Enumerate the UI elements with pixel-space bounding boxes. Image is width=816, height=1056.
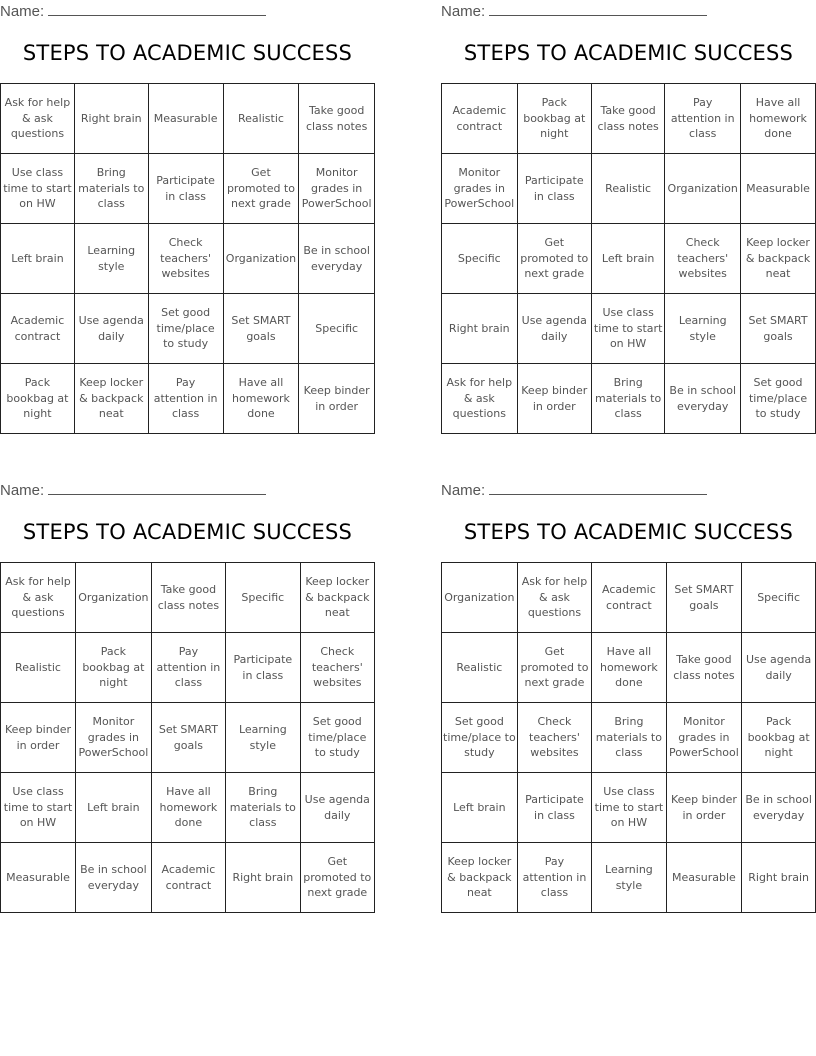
grid-cell: Use class time to start on HW xyxy=(591,294,664,364)
grid-cell: Keep binder in order xyxy=(1,703,76,773)
grid-cell: Realistic xyxy=(442,633,518,703)
grid-cell: Participate in class xyxy=(517,154,591,224)
grid-cell: Organization xyxy=(76,563,152,633)
grid-row xyxy=(1,294,375,364)
grid-cell: Realistic xyxy=(223,84,299,154)
card-title: STEPS TO ACADEMIC SUCCESS xyxy=(22,41,353,65)
grid-cell: Be in school everyday xyxy=(665,364,741,434)
grid-cell: Pay attention in class xyxy=(151,633,225,703)
grid-cell: Set SMART goals xyxy=(223,294,299,364)
grid-cell: Ask for help & ask questions xyxy=(442,364,518,434)
grid-row xyxy=(1,773,375,843)
grid-cell: Have all homework done xyxy=(741,84,816,154)
grid-cell: Keep locker & backpack neat xyxy=(442,843,518,913)
grid-cell: Bring materials to class xyxy=(74,154,148,224)
grid-cell: Measurable xyxy=(666,843,742,913)
name-field[interactable] xyxy=(0,481,266,499)
grid-cell: Academic contract xyxy=(592,563,666,633)
grid-cell: Take good class notes xyxy=(666,633,742,703)
grid-cell: Set SMART goals xyxy=(666,563,742,633)
grid-cell: Use class time to start on HW xyxy=(1,773,76,843)
grid-cell: Check teachers' websites xyxy=(148,224,223,294)
grid-row xyxy=(442,843,816,913)
grid-cell: Measurable xyxy=(741,154,816,224)
grid-cell: Monitor grades in PowerSchool xyxy=(666,703,742,773)
grid-cell: Pack bookbag at night xyxy=(517,84,591,154)
grid-cell: Specific xyxy=(442,224,518,294)
grid-cell: Measurable xyxy=(1,843,76,913)
name-label: Name: xyxy=(0,482,45,499)
grid-cell: Keep locker & backpack neat xyxy=(741,224,816,294)
grid-cell: Specific xyxy=(226,563,300,633)
grid-cell: Set good time/place to study xyxy=(300,703,374,773)
grid-cell: Learning style xyxy=(592,843,666,913)
card-title: STEPS TO ACADEMIC SUCCESS xyxy=(463,520,794,544)
grid-cell: Have all homework done xyxy=(592,633,666,703)
grid-cell: Keep locker & backpack neat xyxy=(74,364,148,434)
grid-cell: Specific xyxy=(299,294,375,364)
grid-cell: Bring materials to class xyxy=(591,364,664,434)
grid-cell: Pay attention in class xyxy=(148,364,223,434)
grid-cell: Be in school everyday xyxy=(299,224,375,294)
grid-row xyxy=(1,563,375,633)
grid-cell: Ask for help & ask questions xyxy=(517,563,591,633)
grid-cell: Have all homework done xyxy=(223,364,299,434)
grid-cell: Realistic xyxy=(1,633,76,703)
grid-cell: Set good time/place to study xyxy=(148,294,223,364)
grid-cell: Left brain xyxy=(442,773,518,843)
name-blank-line xyxy=(48,2,266,16)
grid-cell: Right brain xyxy=(742,843,816,913)
name-blank-line xyxy=(489,481,707,495)
grid-row xyxy=(442,563,816,633)
card-title: STEPS TO ACADEMIC SUCCESS xyxy=(463,41,794,65)
grid-cell: Academic contract xyxy=(442,84,518,154)
grid-cell: Right brain xyxy=(226,843,300,913)
name-blank-line xyxy=(489,2,707,16)
bingo-grid xyxy=(441,83,816,434)
grid-cell: Keep binder in order xyxy=(666,773,742,843)
grid-cell: Academic contract xyxy=(1,294,75,364)
grid-row xyxy=(442,773,816,843)
name-field[interactable] xyxy=(0,2,266,20)
name-field[interactable] xyxy=(441,2,707,20)
grid-cell: Right brain xyxy=(442,294,518,364)
bingo-grid xyxy=(0,562,375,913)
grid-cell: Check teachers' websites xyxy=(665,224,741,294)
grid-cell: Use class time to start on HW xyxy=(592,773,666,843)
grid-cell: Take good class notes xyxy=(151,563,225,633)
grid-cell: Left brain xyxy=(76,773,152,843)
bingo-grid xyxy=(441,562,816,913)
grid-cell: Use agenda daily xyxy=(74,294,148,364)
name-blank-line xyxy=(48,481,266,495)
grid-cell: Set good time/place to study xyxy=(741,364,816,434)
bingo-grid xyxy=(0,83,375,434)
grid-cell: Be in school everyday xyxy=(742,773,816,843)
grid-row xyxy=(442,154,816,224)
grid-cell: Get promoted to next grade xyxy=(517,224,591,294)
name-label: Name: xyxy=(441,482,486,499)
grid-cell: Participate in class xyxy=(148,154,223,224)
grid-row xyxy=(1,224,375,294)
grid-cell: Check teachers' websites xyxy=(517,703,591,773)
grid-cell: Organization xyxy=(223,224,299,294)
grid-cell: Monitor grades in PowerSchool xyxy=(76,703,152,773)
grid-cell: Realistic xyxy=(591,154,664,224)
grid-row xyxy=(1,633,375,703)
grid-row xyxy=(1,843,375,913)
grid-row xyxy=(1,154,375,224)
grid-row xyxy=(1,364,375,434)
name-field[interactable] xyxy=(441,481,707,499)
grid-cell: Left brain xyxy=(1,224,75,294)
grid-cell: Organization xyxy=(442,563,518,633)
grid-cell: Have all homework done xyxy=(151,773,225,843)
grid-cell: Set SMART goals xyxy=(741,294,816,364)
grid-cell: Ask for help & ask questions xyxy=(1,563,76,633)
grid-cell: Set SMART goals xyxy=(151,703,225,773)
grid-cell: Bring materials to class xyxy=(592,703,666,773)
grid-cell: Monitor grades in PowerSchool xyxy=(299,154,375,224)
name-label: Name: xyxy=(0,3,45,20)
grid-cell: Learning style xyxy=(226,703,300,773)
grid-cell: Set good time/place to study xyxy=(442,703,518,773)
grid-cell: Take good class notes xyxy=(591,84,664,154)
grid-row xyxy=(442,703,816,773)
grid-cell: Keep binder in order xyxy=(299,364,375,434)
grid-cell: Organization xyxy=(665,154,741,224)
grid-row xyxy=(442,294,816,364)
grid-cell: Take good class notes xyxy=(299,84,375,154)
grid-row xyxy=(1,84,375,154)
grid-cell: Monitor grades in PowerSchool xyxy=(442,154,518,224)
grid-cell: Measurable xyxy=(148,84,223,154)
grid-cell: Left brain xyxy=(591,224,664,294)
grid-cell: Get promoted to next grade xyxy=(300,843,374,913)
grid-cell: Check teachers' websites xyxy=(300,633,374,703)
grid-cell: Keep binder in order xyxy=(517,364,591,434)
grid-row xyxy=(442,364,816,434)
grid-cell: Use agenda daily xyxy=(742,633,816,703)
grid-cell: Use class time to start on HW xyxy=(1,154,75,224)
grid-row xyxy=(442,84,816,154)
grid-row xyxy=(442,224,816,294)
grid-cell: Participate in class xyxy=(226,633,300,703)
grid-cell: Use agenda daily xyxy=(300,773,374,843)
card-title: STEPS TO ACADEMIC SUCCESS xyxy=(22,520,353,544)
grid-cell: Keep locker & backpack neat xyxy=(300,563,374,633)
grid-cell: Use agenda daily xyxy=(517,294,591,364)
grid-cell: Pack bookbag at night xyxy=(76,633,152,703)
name-label: Name: xyxy=(441,3,486,20)
grid-row xyxy=(442,633,816,703)
grid-cell: Learning style xyxy=(665,294,741,364)
grid-cell: Pay attention in class xyxy=(665,84,741,154)
grid-cell: Participate in class xyxy=(517,773,591,843)
grid-cell: Academic contract xyxy=(151,843,225,913)
grid-cell: Bring materials to class xyxy=(226,773,300,843)
grid-cell: Learning style xyxy=(74,224,148,294)
grid-cell: Pack bookbag at night xyxy=(742,703,816,773)
grid-cell: Right brain xyxy=(74,84,148,154)
grid-cell: Pay attention in class xyxy=(517,843,591,913)
grid-row xyxy=(1,703,375,773)
grid-cell: Be in school everyday xyxy=(76,843,152,913)
grid-cell: Pack bookbag at night xyxy=(1,364,75,434)
grid-cell: Ask for help & ask questions xyxy=(1,84,75,154)
grid-cell: Get promoted to next grade xyxy=(517,633,591,703)
grid-cell: Get promoted to next grade xyxy=(223,154,299,224)
grid-cell: Specific xyxy=(742,563,816,633)
